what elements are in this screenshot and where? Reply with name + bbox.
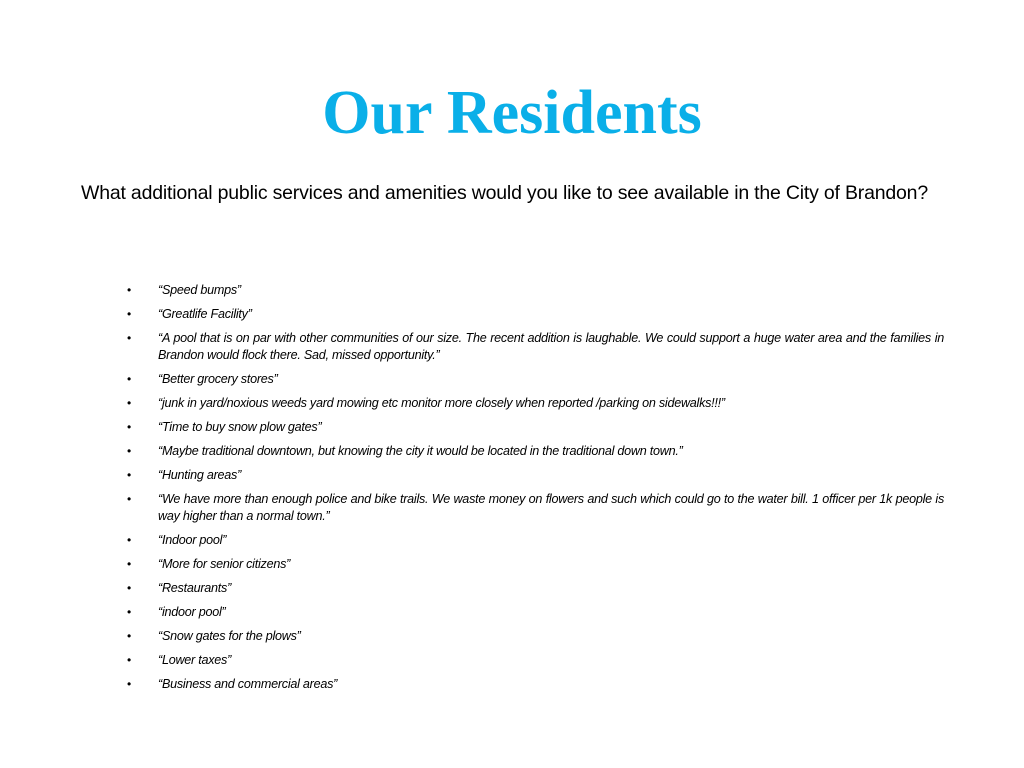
bullet-icon: •: [127, 556, 131, 571]
bullet-icon: •: [127, 395, 131, 410]
response-text: “Snow gates for the plows”: [158, 629, 301, 644]
list-item: [127, 443, 944, 460]
response-text: “Speed bumps”: [158, 283, 241, 297]
response-text: “Lower taxes”: [158, 653, 232, 668]
bullet-icon: •: [127, 444, 131, 459]
list-item: [127, 330, 944, 363]
list-item: [127, 604, 944, 621]
bullet-icon: •: [127, 605, 131, 620]
list-item: [127, 580, 944, 597]
bullet-icon: •: [127, 653, 131, 668]
bullet-icon: •: [127, 629, 131, 644]
bullet-icon: •: [127, 307, 131, 322]
response-text: “indoor pool”: [158, 605, 226, 620]
bullet-icon: •: [127, 492, 131, 507]
slide-title: Our Residents: [322, 79, 702, 147]
bullet-icon: •: [127, 371, 131, 386]
response-list: [127, 282, 944, 701]
response-text: “More for senior citizens”: [158, 556, 291, 571]
response-text: “Greatlife Facility”: [158, 307, 252, 322]
response-text: “A pool that is on par with other communities of our size. The recent addition is laughable. We could support a huge water area and the families in Brandon would flock there. Sad, missed opportunity.”: [158, 331, 944, 362]
bullet-icon: •: [127, 532, 131, 547]
list-item: [127, 628, 944, 645]
response-text: “Better grocery stores”: [158, 371, 278, 386]
list-item: [127, 371, 944, 388]
response-text: “junk in yard/noxious weeds yard mowing etc monitor more closely when reported /parking on sidewalks!!!”: [158, 395, 725, 410]
response-text: “Restaurants”: [158, 581, 232, 596]
response-text: “Indoor pool”: [158, 532, 227, 547]
bullet-icon: •: [127, 419, 131, 434]
list-item: [127, 282, 944, 299]
response-text: “Maybe traditional downtown, but knowing the city it would be located in the traditional down town.”: [158, 444, 683, 459]
bullet-icon: •: [127, 677, 131, 692]
list-item: [127, 532, 944, 549]
list-item: [127, 491, 944, 524]
list-item: [127, 306, 944, 323]
response-text: “Hunting areas”: [158, 468, 242, 483]
response-text: “Time to buy snow plow gates”: [158, 419, 322, 434]
bullet-icon: •: [127, 581, 131, 596]
list-item: [127, 419, 944, 436]
bullet-icon: •: [127, 283, 131, 297]
bullet-icon: •: [127, 331, 131, 346]
list-item: [127, 652, 944, 669]
response-text: “Business and commercial areas”: [158, 677, 338, 692]
list-item: [127, 467, 944, 484]
response-text: “We have more than enough police and bike trails. We waste money on flowers and such which could go to the water bill. 1 officer per 1k people is way higher than a normal town.”: [158, 492, 944, 523]
bullet-icon: •: [127, 468, 131, 483]
list-item: [127, 676, 944, 693]
survey-question: What additional public services and amenities would you like to see available in the City of Brandon?: [81, 182, 928, 204]
list-item: [127, 395, 944, 412]
list-item: [127, 556, 944, 573]
